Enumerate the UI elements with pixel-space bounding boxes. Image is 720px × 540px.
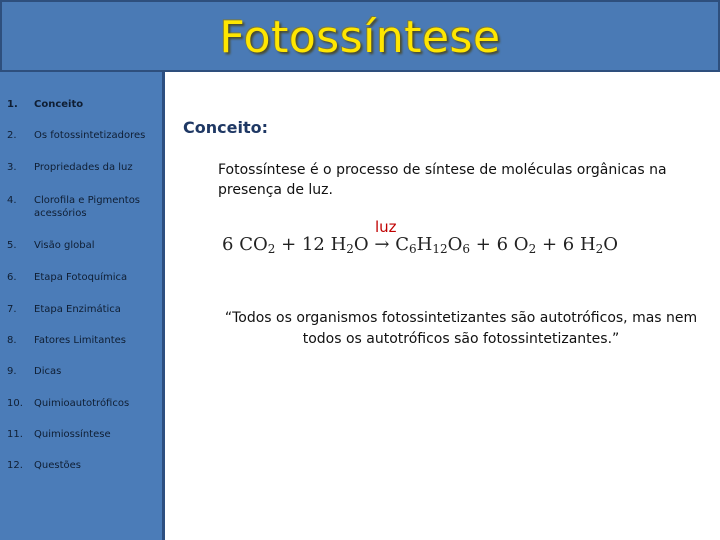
sidebar-item-number: 9. [7,366,17,377]
sidebar-item-label: Etapa Fotoquímica [34,272,128,283]
sidebar-item-label: Clorofila e Pigmentos acessórios [34,195,141,219]
equation-subscript: 6 [409,242,417,256]
equation-h: H [579,234,596,255]
quote-text: “Todos os organismos fotossintetizantes são autotróficos, mas nem todos os autotróficos são fotossintetizantes.” [224,310,698,347]
equation-subscript: 2 [267,242,276,256]
sidebar-item-questoes[interactable] [0,459,162,472]
sidebar-item-label: Etapa Enzimática [34,304,121,315]
equation-plus: + [475,234,491,255]
light-label: luz [375,218,397,236]
equation-h: H [330,234,347,255]
sidebar-item-label: Visão global [34,240,95,251]
sidebar-item-dicas[interactable] [0,365,162,378]
equation-plus: + [541,234,558,255]
sidebar-item-label: Conceito [34,99,84,110]
sidebar-item-label: Quimioautotróficos [34,398,130,409]
equation-subscript: 6 [462,242,471,256]
sidebar-item-quimiossintese[interactable] [0,428,162,441]
sidebar-item-number: 7. [7,304,17,315]
sidebar-item-label: Propriedades da luz [34,162,133,173]
equation-coefficient: 6 [562,234,575,255]
equation-o: O [353,234,369,255]
sidebar-item-number: 12. [7,460,23,471]
sidebar-item-number: 6. [7,272,17,283]
sidebar-item-conceito[interactable] [0,98,162,111]
sidebar-item-number: 1. [7,99,18,110]
equation-co2: CO [239,234,268,255]
sidebar-item-visao-global[interactable] [0,239,162,252]
equation-h: H [416,234,433,255]
sidebar-item-number: 5. [7,240,17,251]
photosynthesis-equation [222,234,618,256]
sidebar-item-etapa-fotoquimica[interactable] [0,271,162,284]
equation-coefficient: 12 [301,234,325,255]
sidebar-item-fatores-limitantes[interactable] [0,334,162,347]
equation-subscript: 2 [595,242,604,256]
equation-coefficient: 6 [222,234,234,255]
sidebar-item-number: 8. [7,335,17,346]
equation-subscript: 12 [432,242,448,256]
sidebar-item-number: 3. [7,162,17,173]
slide-title: Fotossíntese [219,12,501,63]
sidebar-item-label: Os fotossintetizadores [34,130,146,141]
equation-o: O [447,234,463,255]
sidebar-item-propriedades-da-luz[interactable] [0,161,162,174]
section-heading: Conceito: [183,118,268,137]
definition-text: Fotossíntese é o processo de síntese de moléculas orgânicas na presença de luz. [218,162,667,198]
equation-coefficient: 6 [496,234,509,255]
sidebar-item-quimioautotroficos[interactable] [0,397,162,410]
slide-header [0,0,720,72]
sidebar-item-etapa-enzimatica[interactable] [0,303,162,316]
sidebar-item-label: Quimiossíntese [34,429,111,440]
equation-o: O [603,234,619,255]
sidebar-item-number: 11. [7,429,23,440]
equation-plus: + [281,234,297,255]
main-content [166,72,720,540]
equation-o: O [513,234,529,255]
equation-c: C [395,234,410,255]
equation-subscript: 2 [528,242,537,256]
sidebar-item-label: Questões [34,460,81,471]
sidebar-item-label: Fatores Limitantes [34,335,126,346]
sidebar-item-number: 4. [7,195,17,206]
sidebar-item-clorofila[interactable] [0,194,162,220]
sidebar-item-number: 10. [7,398,23,409]
sidebar-nav [0,72,165,540]
reaction-arrow-icon: → [374,234,390,255]
sidebar-item-label: Dicas [34,366,62,377]
sidebar-item-number: 2. [7,130,17,141]
equation-subscript: 2 [346,242,354,256]
sidebar-item-fotossintetizadores[interactable] [0,129,162,142]
